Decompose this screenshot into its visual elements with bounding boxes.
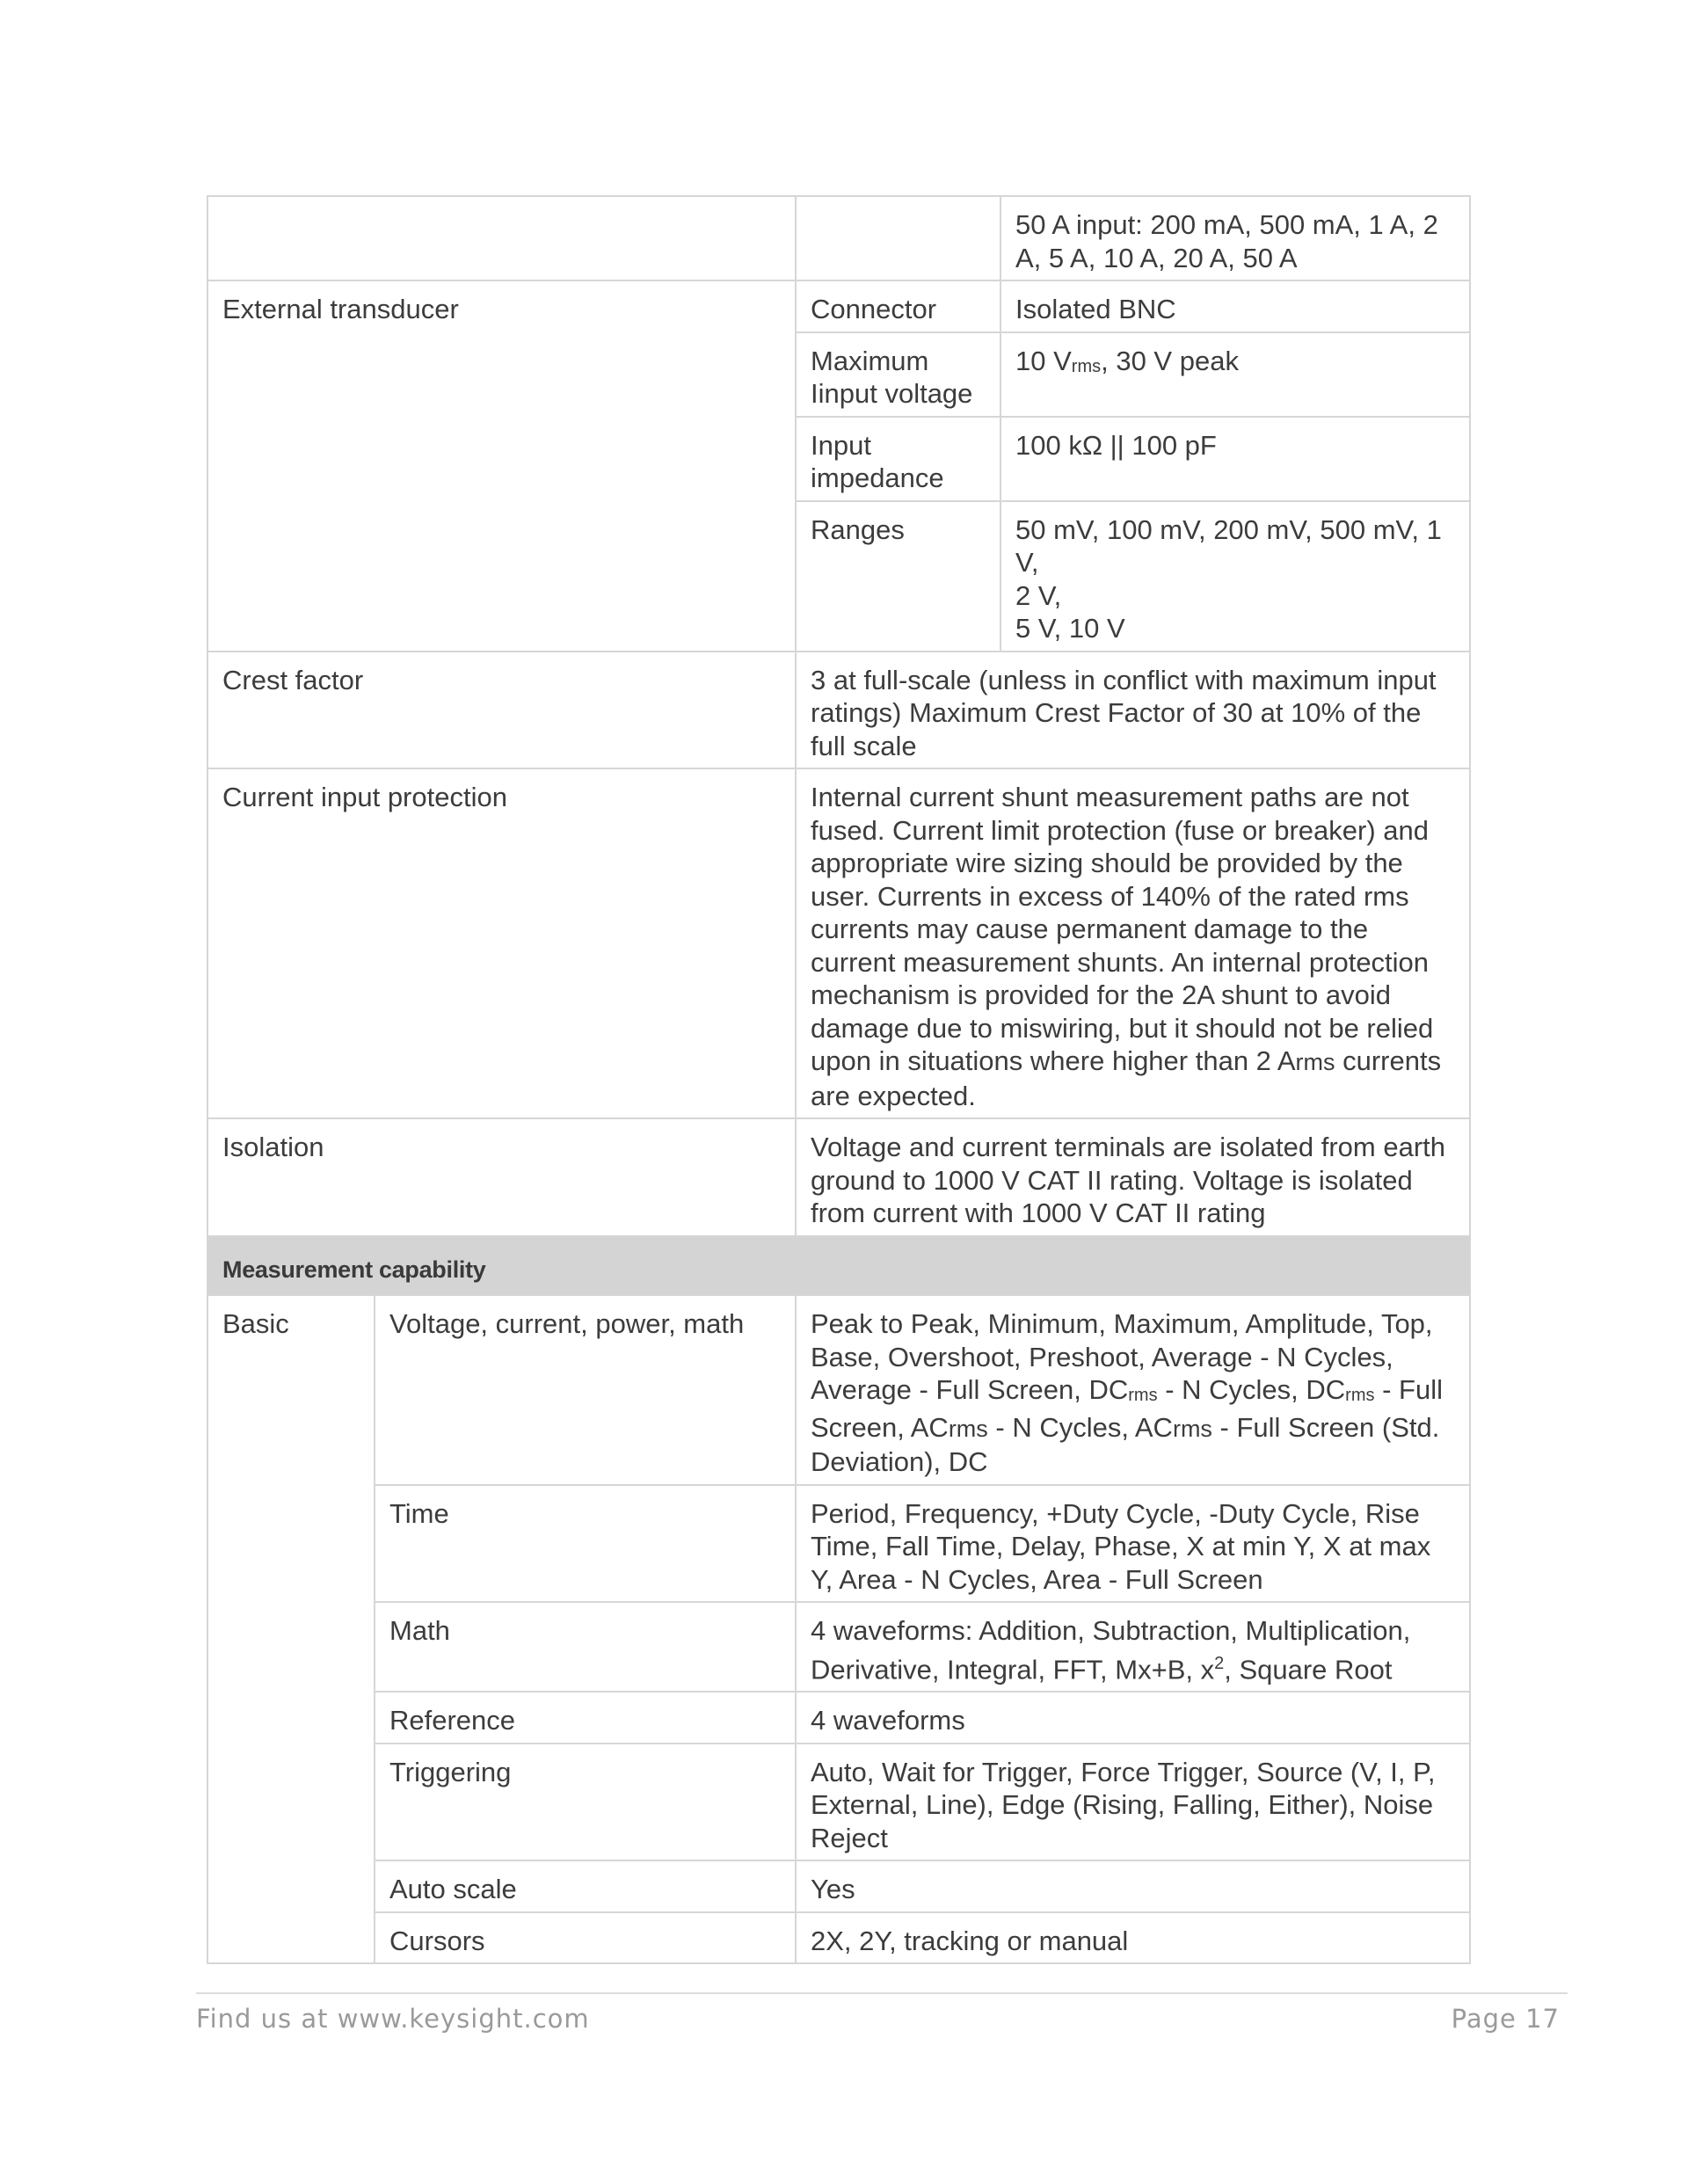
- autoscale-key: Auto scale: [375, 1860, 796, 1912]
- connector-key: Connector: [796, 280, 1000, 332]
- triggering-value: Auto, Wait for Trigger, Force Trigger, Source (V, I, P, External, Line), Edge (Rising, Falling, Either), Noise Reject: [796, 1744, 1470, 1861]
- table-row: [207, 768, 1470, 1118]
- table-row: [207, 1912, 1470, 1964]
- input-impedance-value: 100 kΩ || 100 pF: [1000, 417, 1470, 501]
- current-input-protection-value: Internal current shunt measurement paths are not fused. Current limit protection (fuse or breaker) and appropriate wire sizing should be provided by the user. Currents in excess of 140% of the rated rms currents may cause permanent damage to the current measurement shunts. An internal protection mechanism is provided for the 2A shunt to avoid damage due to miswiring, but it should not be relied upon in situations where higher than 2 Arms currents are expected.: [796, 768, 1470, 1118]
- page-number: Page 17: [1451, 2004, 1560, 2034]
- current-input-protection-label: Current input protection: [207, 768, 796, 1118]
- section-header-row: [207, 1236, 1470, 1296]
- footer-divider: [196, 1992, 1568, 1994]
- time-key: Time: [375, 1485, 796, 1603]
- isolation-value: Voltage and current terminals are isolated from earth ground to 1000 V CAT II rating. Voltage is isolated from current with 1000 V CAT II rating: [796, 1118, 1470, 1236]
- time-value: Period, Frequency, +Duty Cycle, -Duty Cycle, Rise Time, Fall Time, Delay, Phase, X at min Y, X at max Y, Area - N Cycles, Area - Full Screen: [796, 1485, 1470, 1603]
- crest-factor-value: 3 at full-scale (unless in conflict with maximum input ratings) Maximum Crest Factor of 30 at 10% of the full scale: [796, 652, 1470, 769]
- table-row: [207, 1744, 1470, 1861]
- footer-website: Find us at www.keysight.com: [196, 2004, 590, 2034]
- specifications-table: [207, 195, 1471, 1964]
- reference-key: Reference: [375, 1692, 796, 1744]
- table-cell-empty: [207, 196, 796, 280]
- reference-value: 4 waveforms: [796, 1692, 1470, 1744]
- basic-label: Basic: [207, 1295, 375, 1963]
- isolation-label: Isolation: [207, 1118, 796, 1236]
- table-row: [207, 1692, 1470, 1744]
- cursors-value: 2X, 2Y, tracking or manual: [796, 1912, 1470, 1964]
- triggering-key: Triggering: [375, 1744, 796, 1861]
- vcpm-key: Voltage, current, power, math: [375, 1295, 796, 1485]
- table-row: [207, 1860, 1470, 1912]
- table-row: [207, 1602, 1470, 1692]
- external-transducer-label: External transducer: [207, 280, 796, 652]
- section-title: Measurement capability: [207, 1236, 1470, 1296]
- max-input-voltage-value: 10 $V_{rms}$, 30 V peak: [1000, 332, 1470, 417]
- table-row: [207, 1118, 1470, 1236]
- ranges-value: 50 mV, 100 mV, 200 mV, 500 mV, 1 V, 2 V, 5 V, 10 V: [1000, 501, 1470, 652]
- table-cell-empty: [796, 196, 1000, 280]
- max-input-voltage-key: Maximum Iinput voltage: [796, 332, 1000, 417]
- range-50a-value: 50 A input: 200 mA, 500 mA, 1 A, 2 A, 5 A, 10 A, 20 A, 50 A: [1000, 196, 1470, 280]
- ranges-key: Ranges: [796, 501, 1000, 652]
- table-row: [207, 652, 1470, 769]
- table-row: [207, 196, 1470, 280]
- table-row: [207, 1485, 1470, 1603]
- table-row: [207, 1295, 1470, 1485]
- cursors-key: Cursors: [375, 1912, 796, 1964]
- connector-value: Isolated BNC: [1000, 280, 1470, 332]
- table-row: [207, 280, 1470, 332]
- vcpm-value: Peak to Peak, Minimum, Maximum, Amplitude, Top, Base, Overshoot, Preshoot, Average - N Cycles, Average - Full Screen, $DC_{rms}$ - N Cycles, $DC_{rms}$ - Full Screen, ACrms - N Cycles, ACrms - Full Screen (Std. Deviation), DC: [796, 1295, 1470, 1485]
- input-impedance-key: Input impedance: [796, 417, 1000, 501]
- autoscale-value: Yes: [796, 1860, 1470, 1912]
- math-key: Math: [375, 1602, 796, 1692]
- math-value: 4 waveforms: Addition, Subtraction, Multiplication, Derivative, Integral, FFT, Mx+B, $x^2$, Square Root: [796, 1602, 1470, 1692]
- crest-factor-label: Crest factor: [207, 652, 796, 769]
